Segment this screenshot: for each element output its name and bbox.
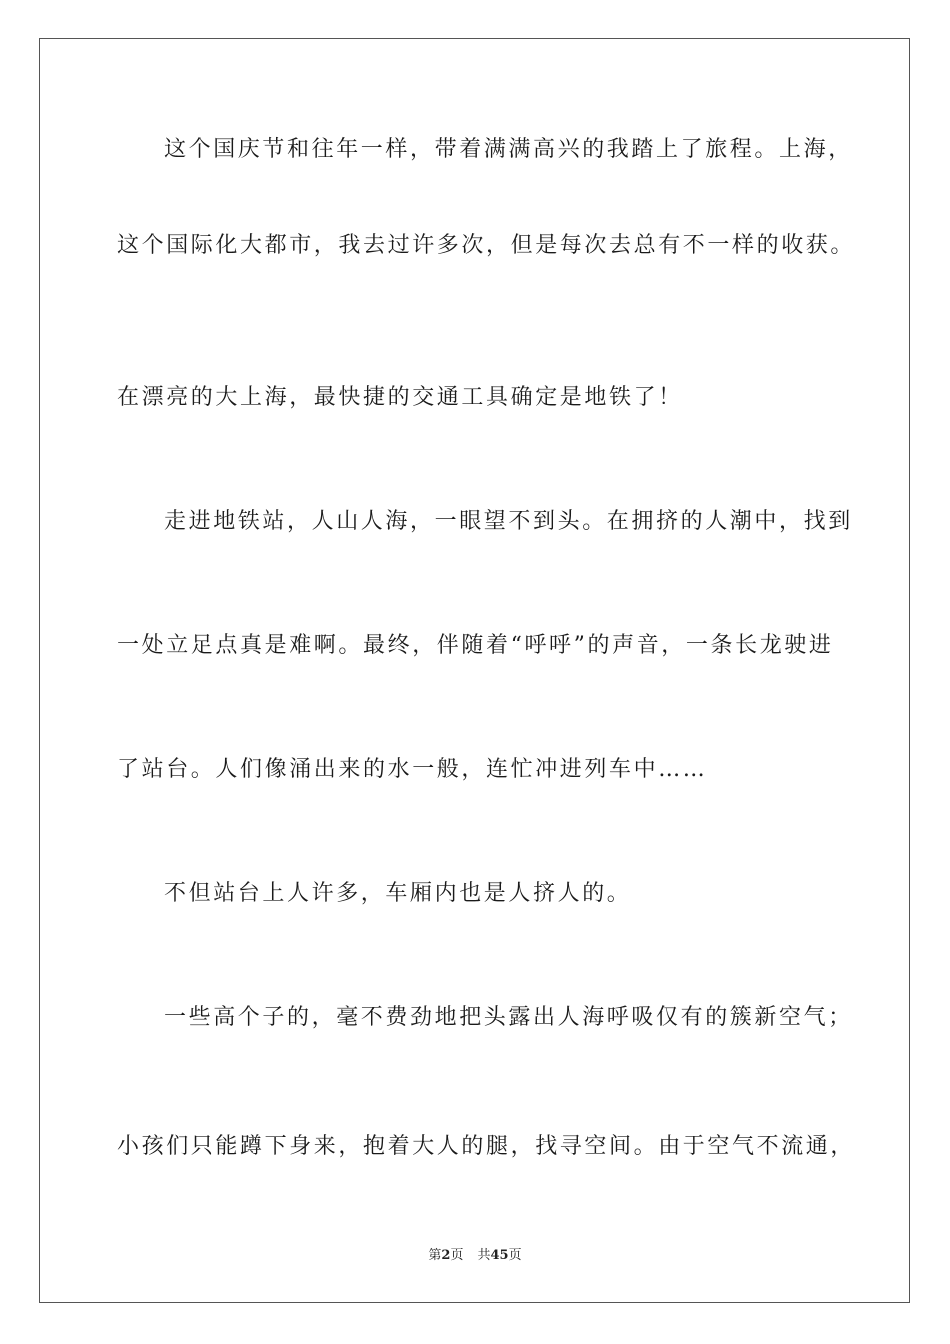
paragraph-line: 走进地铁站，人山人海，一眼望不到头。在拥挤的人潮中，找到	[164, 509, 853, 534]
paragraph-line: 这个国庆节和往年一样，带着满满高兴的我踏上了旅程。上海，	[164, 137, 853, 162]
total-prefix: 共	[477, 1248, 491, 1263]
paragraph-line: 了站台。人们像涌出来的水一般，连忙冲进列车中……	[117, 757, 708, 782]
page-footer	[0, 1247, 950, 1265]
paragraph-line: 小孩们只能蹲下身来，抱着大人的腿，找寻空间。由于空气不流通，	[117, 1134, 856, 1159]
total-suffix: 页	[508, 1248, 522, 1263]
paragraph-line: 这个国际化大都市，我去过许多次，但是每次去总有不一样的收获。	[117, 233, 856, 258]
paragraph-line: 不但站台上人许多，车厢内也是人挤人的。	[164, 881, 632, 906]
paragraph-line: 一些高个子的，毫不费劲地把头露出人海呼吸仅有的簇新空气；	[164, 1005, 853, 1030]
page-prefix: 第	[428, 1248, 442, 1263]
total-pages: 45	[490, 1248, 509, 1263]
page-number: 2	[441, 1248, 451, 1263]
page-suffix: 页	[450, 1248, 464, 1263]
paragraph-line: 一处立足点真是难啊。最终，伴随着“呼呼”的声音，一条长龙驶进	[117, 633, 834, 658]
paragraph-line: 在漂亮的大上海，最快捷的交通工具确定是地铁了！	[117, 385, 683, 410]
page-frame	[39, 38, 910, 1303]
